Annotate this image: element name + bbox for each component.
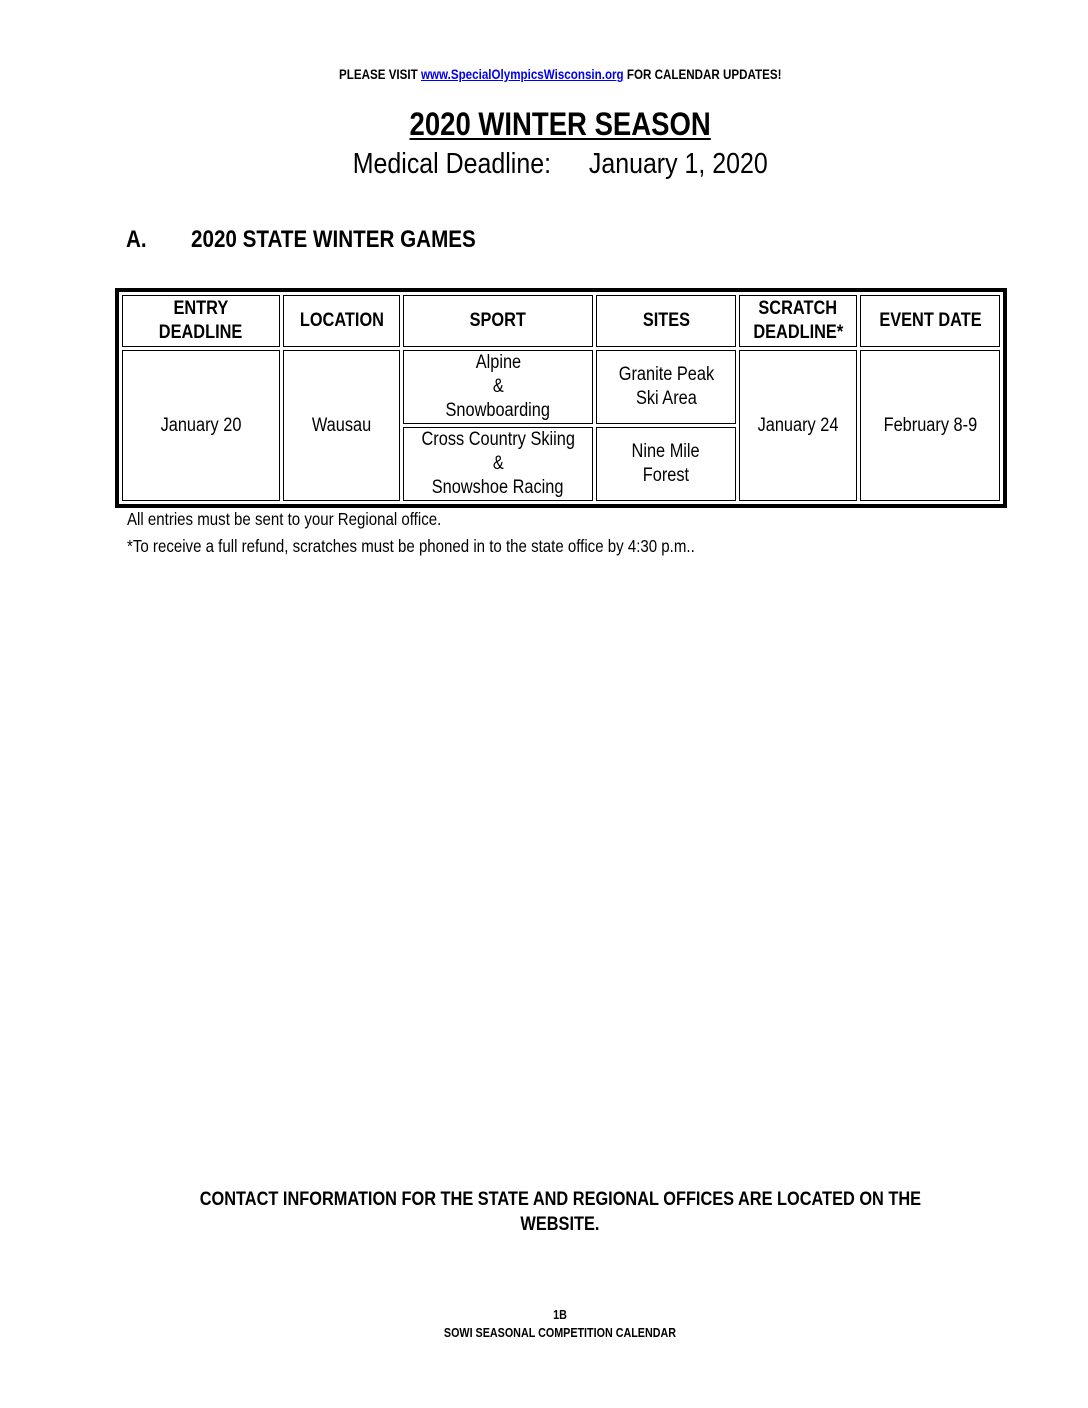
notice-prefix: PLEASE VISIT <box>338 67 421 82</box>
page-number <box>0 1307 1088 1323</box>
sport-alpine-line3: Snowboarding <box>445 400 551 421</box>
sport-xc-line2: & <box>492 453 504 474</box>
entries-note-text: All entries must be sent to your Regional office. <box>127 509 442 529</box>
cell-sport-alpine <box>403 350 593 424</box>
header-sport <box>403 295 593 347</box>
location-value: Wausau <box>311 414 372 436</box>
contact-info <box>0 1187 1088 1237</box>
calendar-update-notice <box>0 66 1088 84</box>
header-scratch-deadline <box>739 295 857 347</box>
contact-line2: WEBSITE. <box>520 1214 600 1235</box>
section-letter-text: A. <box>126 226 147 253</box>
header-event-date-text: EVENT DATE <box>878 310 982 331</box>
site-nine-mile-line1: Nine Mile <box>631 441 701 462</box>
sport-alpine-line2: & <box>492 376 504 397</box>
state-winter-games-table <box>115 288 1007 508</box>
table-header-row <box>122 295 1000 347</box>
header-scratch-line1: SCRATCH <box>758 298 838 319</box>
site-nine-mile-line2: Forest <box>642 465 690 486</box>
cell-site-granite-peak <box>596 350 736 424</box>
notice-suffix: FOR CALENDAR UPDATES! <box>623 67 782 82</box>
header-event-date <box>860 295 1000 347</box>
page-number-text: 1B <box>553 1308 567 1322</box>
header-entry-line1: ENTRY <box>173 298 229 319</box>
section-title-text: 2020 STATE WINTER GAMES <box>191 226 476 253</box>
header-sites <box>596 295 736 347</box>
scratch-deadline-value: January 24 <box>757 414 839 436</box>
sport-xc-line3: Snowshoe Racing <box>432 477 564 498</box>
event-date-value: February 8-9 <box>883 414 977 436</box>
cell-scratch-deadline <box>739 350 857 501</box>
season-title-text: 2020 WINTER SEASON <box>409 106 711 142</box>
footer-title-text: SOWI SEASONAL COMPETITION CALENDAR <box>443 1326 677 1340</box>
season-title <box>0 104 1088 144</box>
cell-entry-deadline <box>122 350 280 501</box>
header-entry-line2: DEADLINE <box>159 322 243 343</box>
entries-note <box>127 508 492 530</box>
header-entry-deadline <box>122 295 280 347</box>
header-sites-text: SITES <box>642 310 690 331</box>
section-letter <box>126 224 150 256</box>
cell-event-date <box>860 350 1000 501</box>
entry-deadline-value: January 20 <box>160 414 242 436</box>
medical-deadline-label: Medical Deadline: <box>352 148 551 180</box>
footer-title <box>0 1325 1088 1341</box>
header-location <box>283 295 400 347</box>
header-sport-text: SPORT <box>469 310 527 331</box>
website-link[interactable]: www.SpecialOlympicsWisconsin.org <box>420 67 624 82</box>
refund-note <box>127 535 787 557</box>
table-row <box>122 350 1000 424</box>
sport-xc-line1: Cross Country Skiing <box>421 429 575 450</box>
header-scratch-line2: DEADLINE* <box>753 322 843 343</box>
refund-note-text: *To receive a full refund, scratches must be phoned in to the state office by 4:30 p.m.. <box>127 536 695 556</box>
header-location-text: LOCATION <box>299 310 384 331</box>
cell-sport-cross-country <box>403 427 593 501</box>
contact-line1: CONTACT INFORMATION FOR THE STATE AND REGIONAL OFFICES ARE LOCATED ON THE <box>199 1189 921 1210</box>
site-granite-line1: Granite Peak <box>618 364 714 385</box>
site-granite-line2: Ski Area <box>635 388 697 409</box>
medical-deadline <box>0 146 1088 182</box>
cell-location <box>283 350 400 501</box>
cell-site-nine-mile <box>596 427 736 501</box>
medical-deadline-date: January 1, 2020 <box>588 148 768 180</box>
section-title <box>191 224 522 256</box>
sport-alpine-line1: Alpine <box>475 352 521 373</box>
